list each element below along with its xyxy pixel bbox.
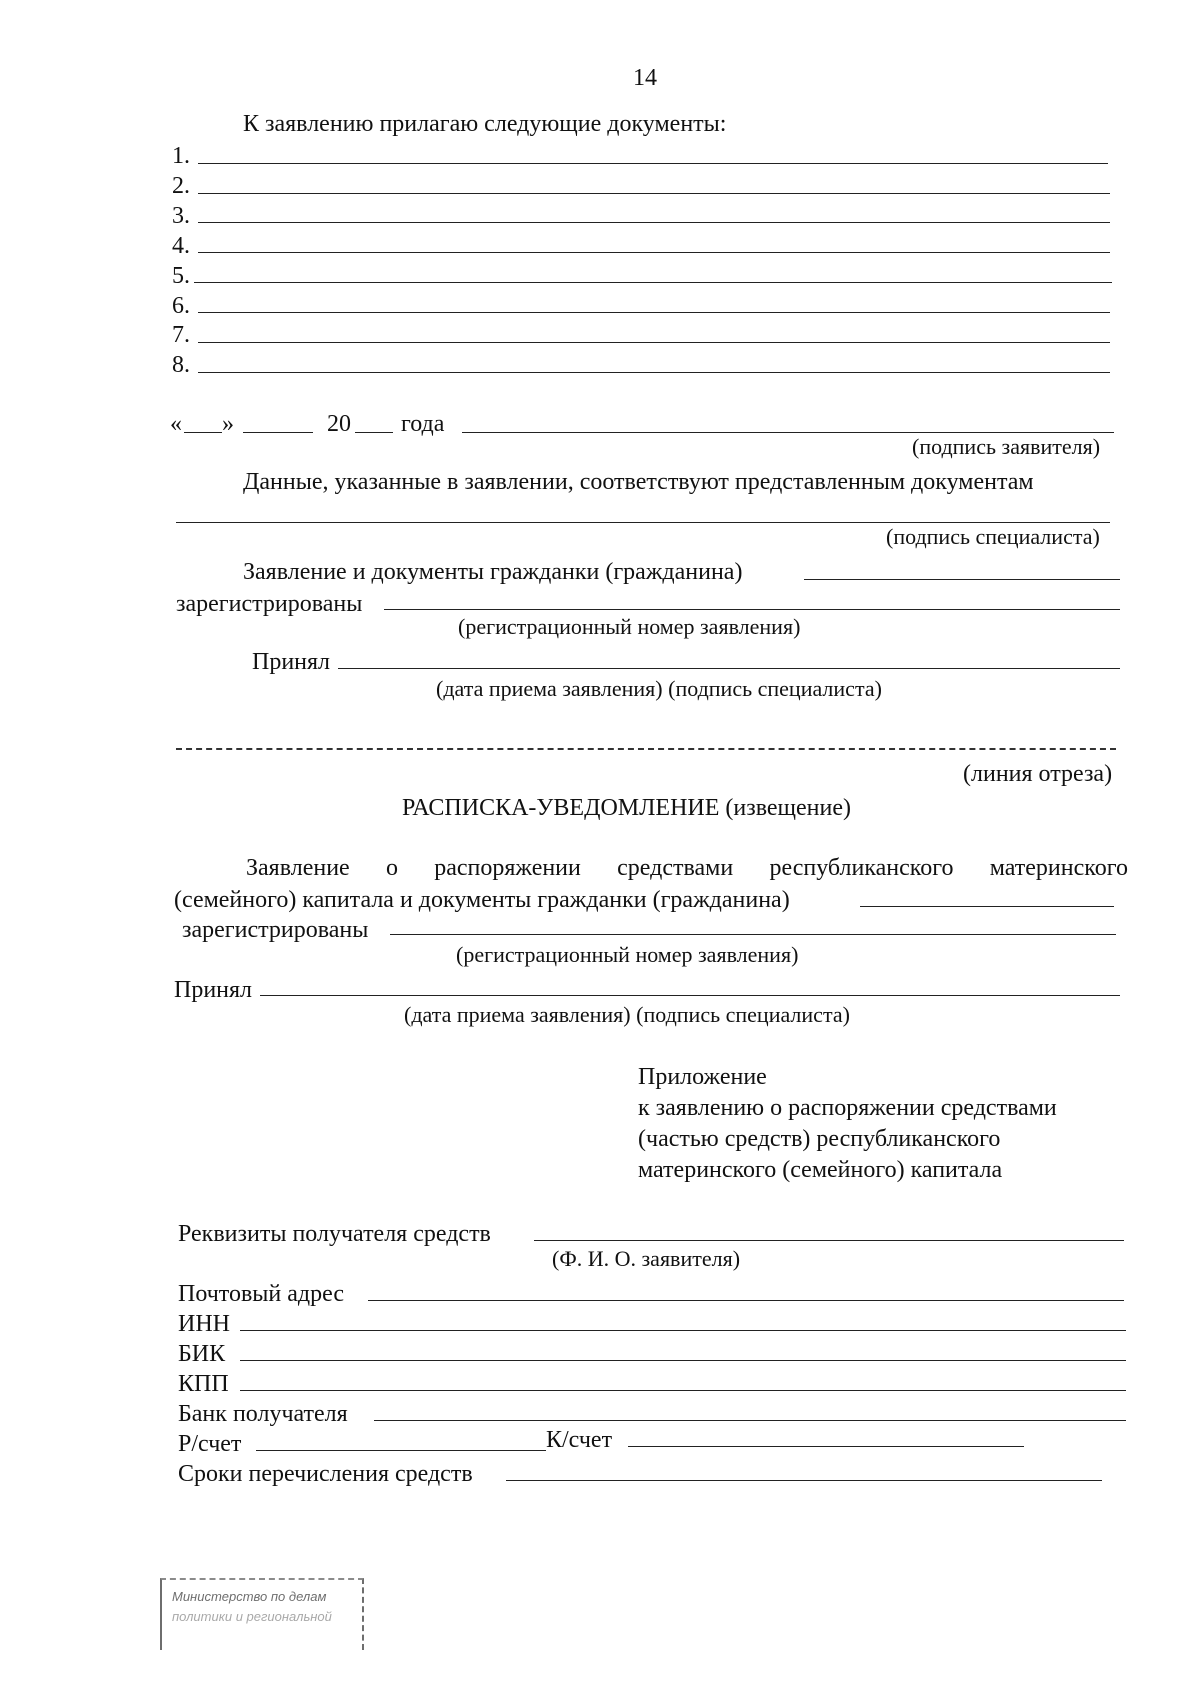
receipt-accepted-line[interactable]	[260, 995, 1120, 996]
appendix-line: к заявлению о распоряжении средствами	[638, 1095, 1057, 1121]
recipient-requisites-label: Реквизиты получателя средств	[178, 1221, 491, 1247]
inn-line[interactable]	[240, 1330, 1126, 1331]
bik-line[interactable]	[240, 1360, 1126, 1361]
stamp-line: политики и региональной	[172, 1609, 332, 1624]
specialist-signature-line[interactable]	[176, 522, 1110, 523]
page-number: 14	[633, 65, 657, 91]
transfer-terms-label: Сроки перечисления средств	[178, 1461, 473, 1487]
k-account-label: К/счет	[546, 1427, 613, 1453]
bik-label: БИК	[178, 1341, 226, 1367]
date-year-suffix: года	[401, 411, 445, 437]
attachment-number: 8.	[172, 352, 190, 378]
date-close-quote: »	[222, 411, 234, 437]
accepted-caption: (дата приема заявления) (подпись специалиста)	[436, 676, 882, 701]
applicant-signature-line[interactable]	[462, 432, 1114, 433]
date-month-line[interactable]	[243, 432, 313, 433]
receipt-word: средствами	[617, 855, 734, 881]
attachment-number: 4.	[172, 233, 190, 259]
accepted-line[interactable]	[338, 668, 1120, 669]
citizen-name-line[interactable]	[804, 579, 1120, 580]
attachments-heading: К заявлению прилагаю следующие документы:	[243, 111, 727, 137]
receipt-title: РАСПИСКА-УВЕДОМЛЕНИЕ (извещение)	[402, 795, 852, 821]
bank-label: Банк получателя	[178, 1401, 348, 1427]
bank-line[interactable]	[374, 1420, 1126, 1421]
kpp-line[interactable]	[240, 1390, 1126, 1391]
attachment-line[interactable]	[198, 312, 1110, 313]
recipient-fio-caption: (Ф. И. О. заявителя)	[552, 1246, 741, 1271]
registration-number-caption: (регистрационный номер заявления)	[458, 614, 801, 639]
attachment-number: 1.	[172, 143, 190, 169]
date-year-line[interactable]	[355, 432, 393, 433]
attachment-line[interactable]	[198, 222, 1110, 223]
registration-text: Заявление и документы гражданки (гражданина)	[243, 559, 743, 585]
r-account-line[interactable]	[256, 1450, 546, 1451]
receipt-word: материнского	[989, 855, 1128, 881]
appendix-line: (частью средств) республиканского	[638, 1126, 1001, 1152]
postal-address-line[interactable]	[368, 1300, 1124, 1301]
specialist-signature-caption: (подпись специалиста)	[886, 524, 1100, 549]
inn-label: ИНН	[178, 1311, 230, 1337]
attachment-number: 3.	[172, 203, 190, 229]
recipient-fio-line[interactable]	[534, 1240, 1124, 1241]
receipt-word: республиканского	[769, 855, 954, 881]
attachment-number: 6.	[172, 293, 190, 319]
verification-text: Данные, указанные в заявлении, соответствуют представленным документам	[243, 469, 1034, 495]
receipt-citizen-name-line[interactable]	[860, 906, 1114, 907]
attachment-line[interactable]	[198, 372, 1110, 373]
kpp-label: КПП	[178, 1371, 229, 1397]
k-account-line[interactable]	[628, 1446, 1024, 1447]
date-year-prefix: 20	[327, 411, 351, 437]
receipt-accepted-label: Принял	[174, 977, 253, 1003]
transfer-terms-line[interactable]	[506, 1480, 1102, 1481]
receipt-registered-label: зарегистрированы	[182, 917, 369, 943]
receipt-registration-number-caption: (регистрационный номер заявления)	[456, 942, 799, 967]
receipt-accepted-caption: (дата приема заявления) (подпись специалиста)	[404, 1002, 850, 1027]
attachment-number: 5.	[172, 263, 190, 289]
attachment-line[interactable]	[198, 193, 1110, 194]
attachment-number: 7.	[172, 322, 190, 348]
r-account-label: Р/счет	[178, 1431, 242, 1457]
appendix-block	[638, 1062, 1057, 1186]
appendix-line: материнского (семейного) капитала	[638, 1157, 1003, 1183]
attachment-line[interactable]	[198, 163, 1108, 164]
registered-label: зарегистрированы	[176, 591, 363, 617]
cut-line-caption: (линия отреза)	[963, 761, 1113, 787]
receipt-word: о	[385, 855, 398, 881]
receipt-text-line2: (семейного) капитала и документы гражданки (гражданина)	[174, 887, 790, 913]
receipt-text-line1	[246, 856, 1128, 880]
cut-line	[176, 748, 1116, 750]
postal-address-label: Почтовый адрес	[178, 1281, 345, 1307]
attachment-number: 2.	[172, 173, 190, 199]
ministry-stamp	[160, 1578, 364, 1650]
accepted-label: Принял	[252, 649, 331, 675]
date-open-quote: «	[170, 411, 182, 437]
attachment-line[interactable]	[194, 282, 1112, 283]
applicant-signature-caption: (подпись заявителя)	[912, 434, 1101, 459]
date-day-line[interactable]	[184, 432, 222, 433]
receipt-word: распоряжении	[434, 855, 581, 881]
appendix-title: Приложение	[638, 1064, 767, 1090]
receipt-word: Заявление	[246, 855, 350, 881]
stamp-line: Министерство по делам	[172, 1589, 327, 1604]
registration-number-line[interactable]	[384, 609, 1120, 610]
receipt-registration-number-line[interactable]	[390, 934, 1116, 935]
attachment-line[interactable]	[198, 252, 1110, 253]
attachment-line[interactable]	[198, 342, 1110, 343]
